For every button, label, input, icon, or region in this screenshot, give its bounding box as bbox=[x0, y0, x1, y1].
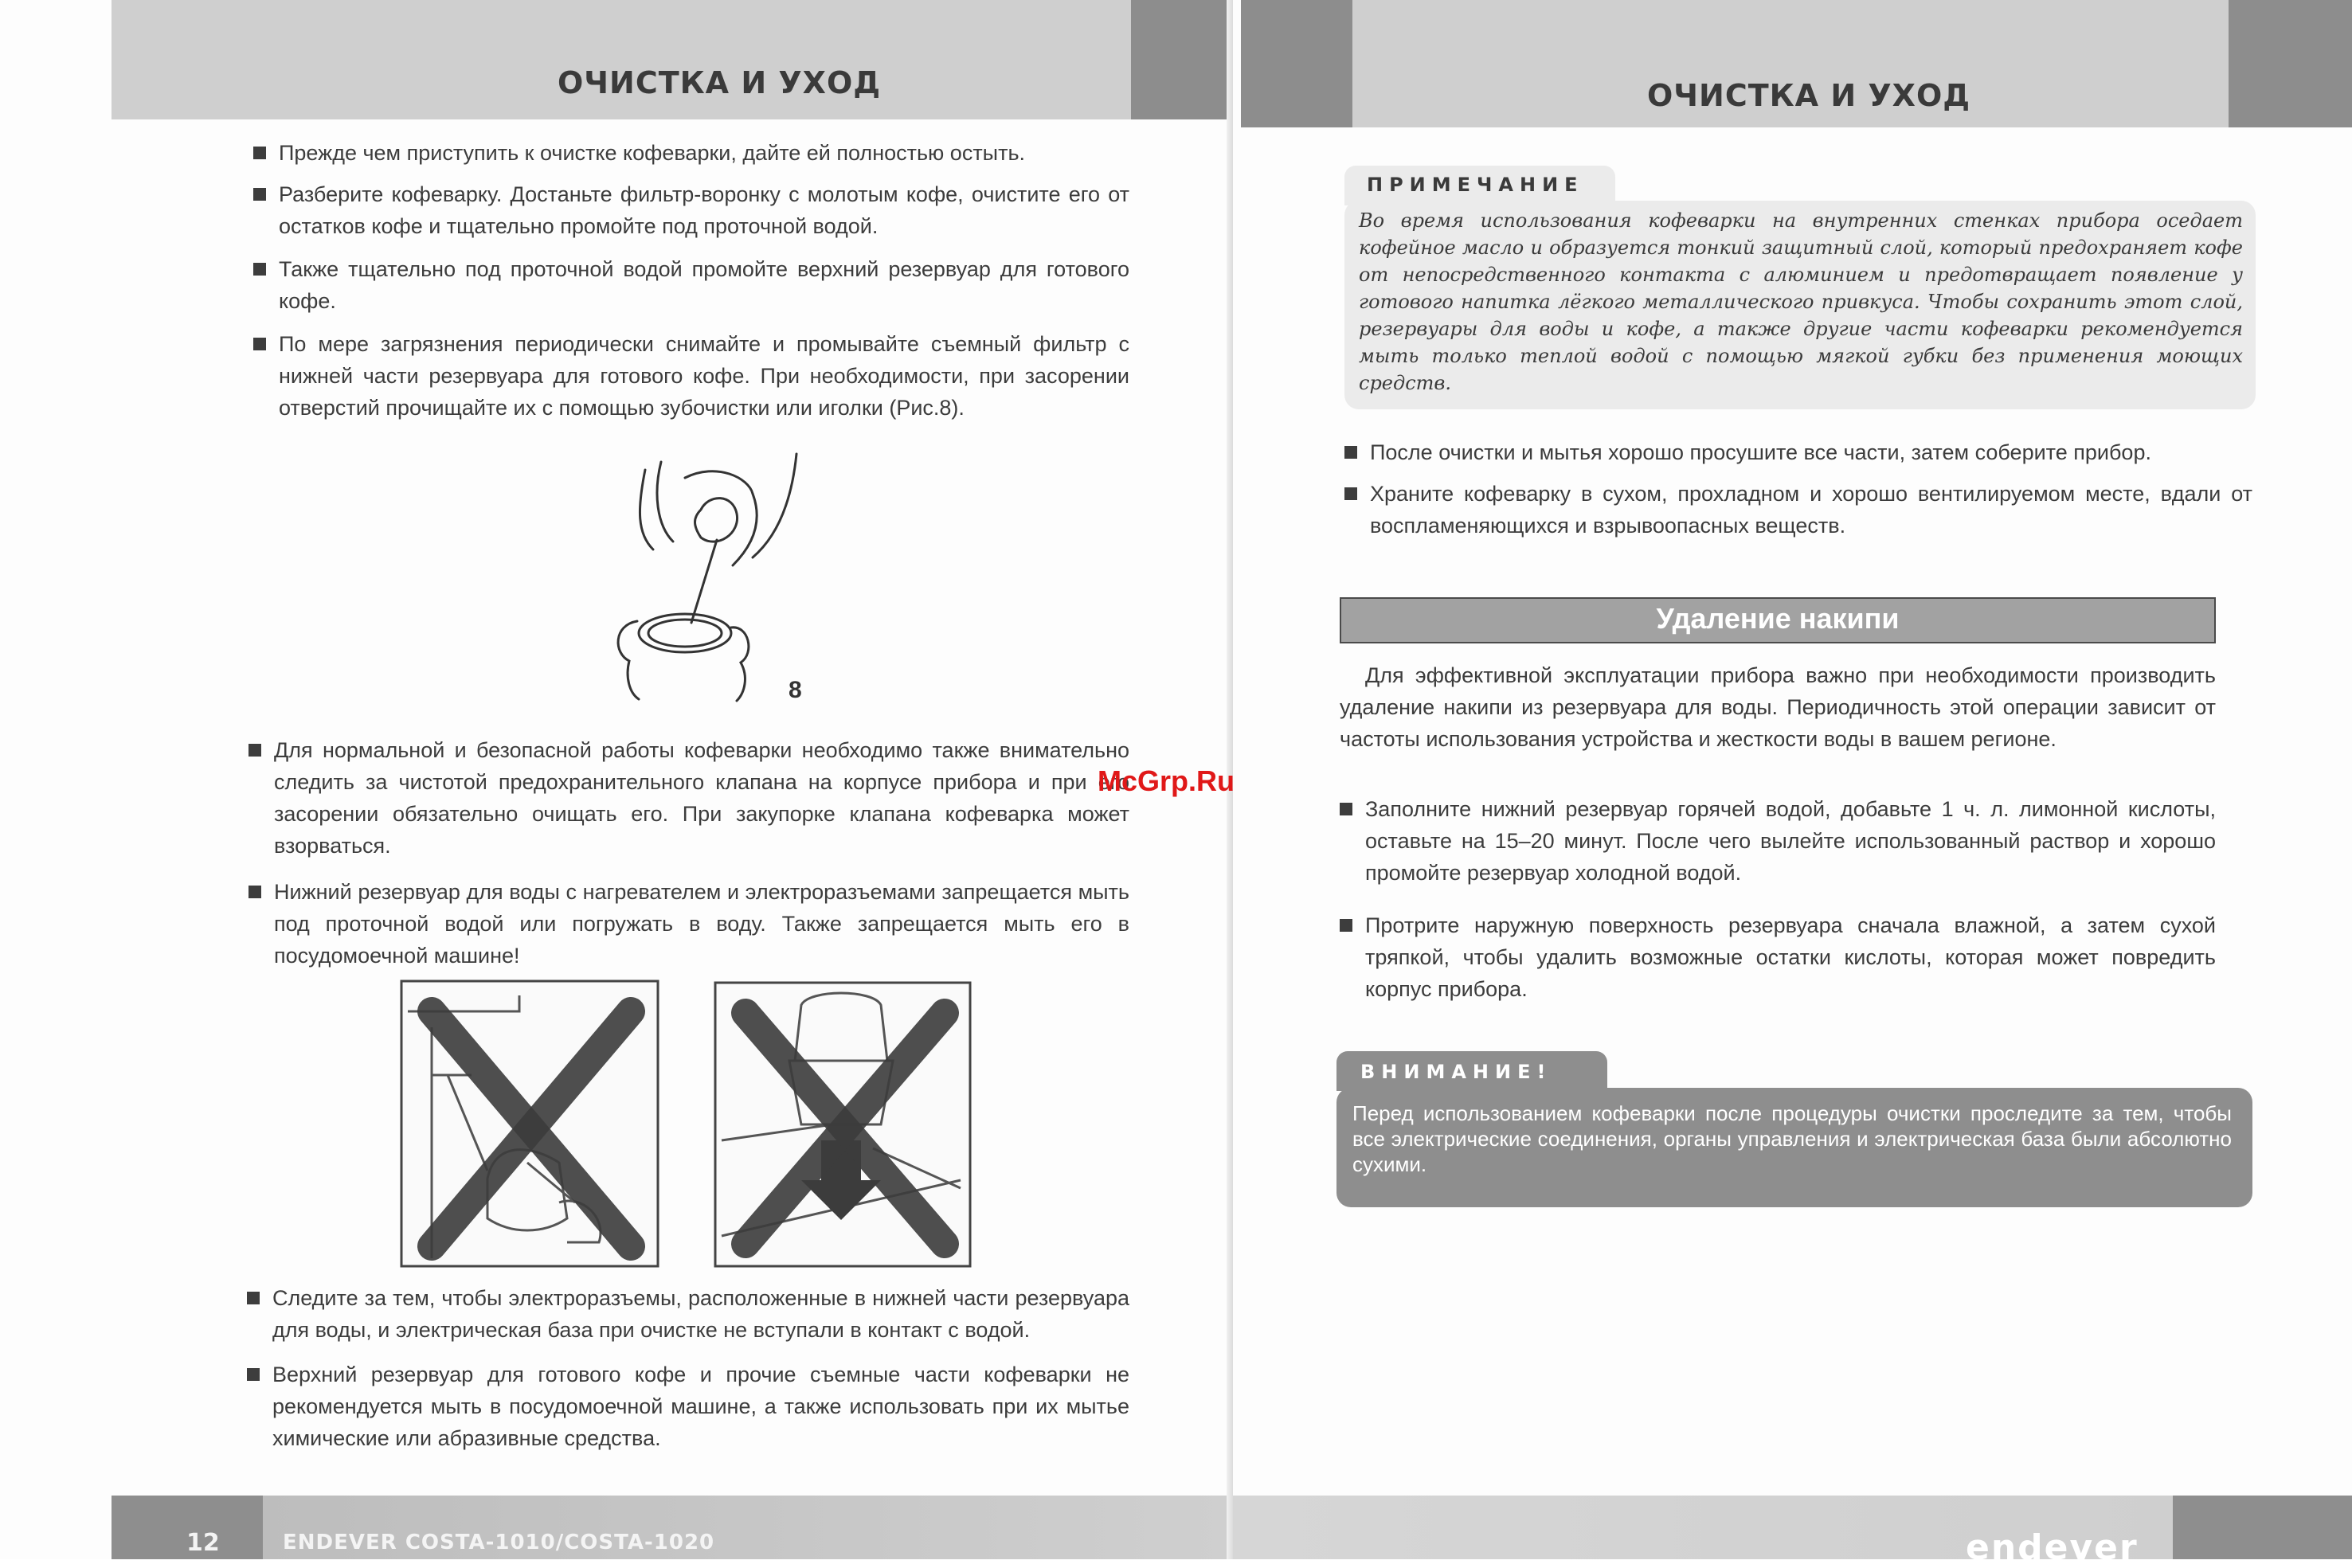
watermark: McGrp.Ru bbox=[1098, 764, 1235, 797]
bullet-icon bbox=[247, 1292, 260, 1304]
right-page: ОЧИСТКА И УХОД ПРИМЕЧАНИЕ Во время использования кофеварки на внутренних стенках прибора оседает кофейное масло и образуется тонкий защитный слой, который предохраняет кофе от непосредственного контакта с алюминием и предотвращает появление у готового напитка лёгкого металлического привкуса. Чтобы сохранить этот слой, резервуары для воды и кофе, а также другие части кофеварки рекомендуется мыть только теплой водой с помощью мягкой губки без применения моющих средств. После очистки и мытья хорошо просушите все части, затем соберите прибор. Храните кофеварку в сухом, прохладном и хорошо вентилируемом месте, вдали от воспламеняющихся и взрывоопасных веществ. Удаление накипи Для эффективной эксплуатации прибора важно при необходимости производить удаление накипи из резервуара для воды. Периодичность этой операции зависит от частоты использования устройства и жесткости воды в вашем регионе. Заполните нижний резервуар горячей водой, добавьте 1 ч. л. лимонной кислоты, оставьте на 15–20 минут. После чего вылейте использованный раствор и хорошо промойте резервуар холодной водой. Протрите наружную поверхность резервуара сначала влажной, а затем сухой тряпкой, чтобы удалить возможные остатки кислоты, которая может повредить корпус прибора. ВНИМАНИЕ! Перед использованием кофеварки после процедуры очистки проследите за тем, чтобы все электрические соединения, органы управления и электрическая база были абсолютно сухими. endever bbox=[1233, 0, 2352, 1559]
bullet-icon bbox=[253, 147, 266, 159]
prohibited-washing-illustration bbox=[400, 980, 659, 1268]
section-title: Удаление накипи bbox=[1656, 602, 1900, 635]
bullet-icon bbox=[249, 886, 261, 898]
bullet-icon bbox=[253, 338, 266, 350]
note-box bbox=[1344, 201, 2256, 409]
header-band bbox=[112, 0, 1131, 119]
page-title: ОЧИСТКА И УХОД bbox=[1647, 78, 1971, 113]
figure-label: 8 bbox=[789, 677, 802, 703]
page-number: 12 bbox=[186, 1529, 220, 1557]
note-text: Во время использования кофеварки на внутренних стенках прибора оседает кофейное масло и образуется тонкий защитный слой, который предохраняет кофе от непосредственного контакта с алюминием и предотвращает появление у готового напитка лёгкого металлического привкуса. Чтобы сохранить этот слой, резервуары для воды и кофе, а также другие части кофеварки рекомендуется мыть только теплой водой с помощью мягкой губки без применения моющих средств. bbox=[1359, 209, 2243, 394]
brand-logo: endever bbox=[1966, 1527, 2139, 1568]
footer-band bbox=[1233, 1496, 2352, 1559]
header-accent bbox=[1241, 0, 1352, 127]
bullet-icon bbox=[253, 188, 266, 201]
left-page: ОЧИСТКА И УХОД Прежде чем приступить к очистке кофеварки, дайте ей полностью остыть. Разберите кофеварку. Достаньте фильтр-воронку с молотым кофе, очистите его от остатков кофе и тщательно промойте под проточной водой. Также тщательно под проточной водой промойте верхний резервуар для готового кофе. По мере загрязнения периодически снимайте и промывайте съемный фильтр с нижней части резервуара для готового кофе. При необходимости, при засорении отверстий прочищайте их с помощью зубочистки или иголки (Рис.8). 8 Для нормальной и безопасной работы кофеварки необходимо также внимательно следить за чистотой предохранительного клапана на корпусе прибора и при его засорении обязательно очищать его. При закупорке клапана кофеварка может взорваться. Нижний резервуар для воды с нагревателем и электроразъемами запрещается мыть под проточной водой или погружать в воду. Также запрещается мыть его в посудомоечной машине! Следите за тем, чтобы электроразъемы, расположенные в нижней части резервуара для воды, и электрическая база при очистке не вступали в контакт с водой. Верхний резервуар для готового кофе и прочие съемные части кофеварки не рекомендуется мыть в посудомоечной машине, а также использовать при их мытье химические или абразивные средства. 12 ENDEVER COSTA-1010/COSTA-1020 bbox=[0, 0, 1233, 1559]
bullet-icon bbox=[249, 744, 261, 757]
section-heading-bar bbox=[1340, 597, 2216, 643]
model-name: ENDEVER COSTA-1010/COSTA-1020 bbox=[283, 1531, 715, 1554]
warning-box bbox=[1336, 1088, 2252, 1207]
warning-text: Перед использованием кофеварки после процедуры очистки проследите за тем, чтобы все электрические соединения, органы управления и электрическая база были абсолютно сухими. bbox=[1352, 1101, 2232, 1176]
bullet-icon bbox=[1344, 446, 1357, 459]
header-accent bbox=[1131, 0, 1227, 119]
page-title: ОЧИСТКА И УХОД bbox=[558, 65, 882, 100]
bullet-icon bbox=[253, 263, 266, 276]
bullet-icon bbox=[247, 1368, 260, 1381]
warning-label: ВНИМАНИЕ! bbox=[1360, 1061, 1552, 1083]
section-intro: Для эффективной эксплуатации прибора важно при необходимости производить удаление накипи из резервуара для воды. Периодичность этой операции зависит от частоты использования устройства и жесткости воды в вашем регионе. bbox=[1340, 663, 2216, 751]
note-label: ПРИМЕЧАНИЕ bbox=[1367, 174, 1584, 196]
prohibited-dishwasher-illustration bbox=[714, 981, 972, 1268]
bullet-icon bbox=[1340, 803, 1352, 815]
header-accent bbox=[2229, 0, 2352, 127]
figure-8-illustration bbox=[581, 446, 820, 709]
bullet-icon bbox=[1340, 919, 1352, 932]
bullet-icon bbox=[1344, 487, 1357, 500]
